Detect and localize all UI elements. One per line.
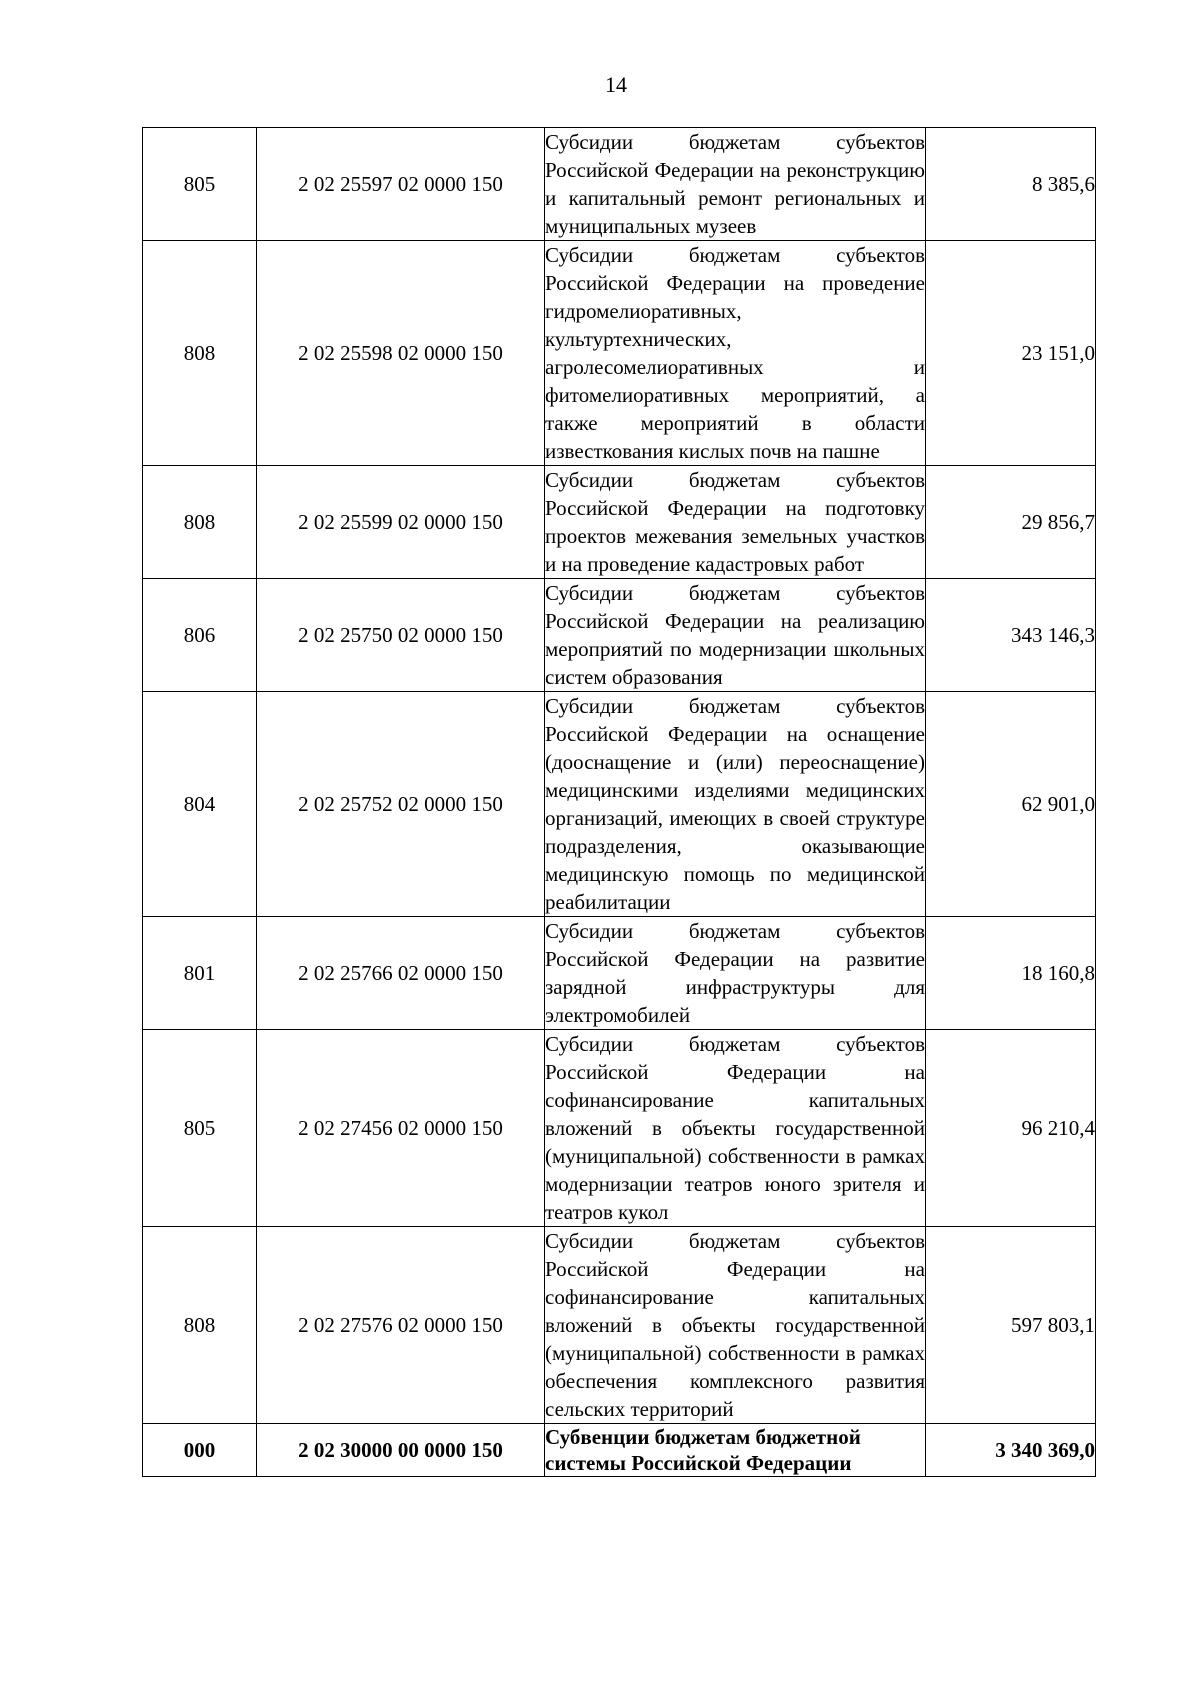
revenue-name-cell: Субсидии бюджетам субъектов Российской Федерации на подготовку проектов межевания земельных участков и на проведение кадастровых работ: [545, 466, 926, 579]
admin-code-cell: 805: [143, 128, 257, 241]
page-number: 14: [605, 72, 627, 97]
budget-code-cell: 2 02 25766 02 0000 150: [257, 917, 545, 1030]
amount-cell: 8 385,6: [926, 128, 1096, 241]
table-row: [143, 1227, 1096, 1424]
amount-cell: 343 146,3: [926, 579, 1096, 692]
amount-cell: 29 856,7: [926, 466, 1096, 579]
total-revenue-name-cell: Субвенции бюджетам бюджетной системы Российской Федерации: [545, 1424, 926, 1477]
amount-cell: 597 803,1: [926, 1227, 1096, 1424]
amount-cell: 23 151,0: [926, 241, 1096, 466]
amount-cell: 62 901,0: [926, 692, 1096, 917]
admin-code-cell: 801: [143, 917, 257, 1030]
admin-code-cell: 804: [143, 692, 257, 917]
revenue-name-cell: Субсидии бюджетам субъектов Российской Федерации на реконструкцию и капитальный ремонт региональных и муниципальных музеев: [545, 128, 926, 241]
amount-cell: 96 210,4: [926, 1030, 1096, 1227]
budget-code-cell: 2 02 27456 02 0000 150: [257, 1030, 545, 1227]
revenue-name-cell: Субсидии бюджетам субъектов Российской Федерации на реализацию мероприятий по модернизации школьных систем образования: [545, 579, 926, 692]
budget-code-cell: 2 02 25752 02 0000 150: [257, 692, 545, 917]
budget-code-cell: 2 02 25750 02 0000 150: [257, 579, 545, 692]
total-row: [143, 1424, 1096, 1477]
revenue-name-cell: Субсидии бюджетам субъектов Российской Федерации на развитие зарядной инфраструктуры для электромобилей: [545, 917, 926, 1030]
revenue-name-cell: Субсидии бюджетам субъектов Российской Федерации на оснащение (дооснащение и (или) переоснащение) медицинскими изделиями медицинских организаций, имеющих в своей структуре подразделения, оказывающие медицинскую помощь по медицинской реабилитации: [545, 692, 926, 917]
total-budget-code-cell: 2 02 30000 00 0000 150: [257, 1424, 545, 1477]
total-amount-cell: 3 340 369,0: [926, 1424, 1096, 1477]
total-admin-code-cell: 000: [143, 1424, 257, 1477]
revenue-name-cell: Субсидии бюджетам субъектов Российской Федерации на софинансирование капитальных вложений в объекты государственной (муниципальной) собственности в рамках обеспечения комплексного развития сельских территорий: [545, 1227, 926, 1424]
budget-code-cell: 2 02 25597 02 0000 150: [257, 128, 545, 241]
table-row: [143, 466, 1096, 579]
budget-revenue-table: [142, 127, 1096, 1477]
table-row: [143, 128, 1096, 241]
table-row: [143, 241, 1096, 466]
budget-code-cell: 2 02 25598 02 0000 150: [257, 241, 545, 466]
admin-code-cell: 806: [143, 579, 257, 692]
table-row: [143, 1030, 1096, 1227]
admin-code-cell: 808: [143, 1227, 257, 1424]
amount-cell: 18 160,8: [926, 917, 1096, 1030]
budget-code-cell: 2 02 27576 02 0000 150: [257, 1227, 545, 1424]
table-row: [143, 917, 1096, 1030]
revenue-name-cell: Субсидии бюджетам субъектов Российской Федерации на софинансирование капитальных вложений в объекты государственной (муниципальной) собственности в рамках модернизации театров юного зрителя и театров кукол: [545, 1030, 926, 1227]
admin-code-cell: 808: [143, 466, 257, 579]
table-row: [143, 692, 1096, 917]
revenue-name-cell: Субсидии бюджетам субъектов Российской Федерации на проведение гидромелиоративных, культуртехнических, агролесомелиоративных и фитомелиоративных мероприятий, а также мероприятий в области известкования кислых почв на пашне: [545, 241, 926, 466]
admin-code-cell: 805: [143, 1030, 257, 1227]
table-row: [143, 579, 1096, 692]
admin-code-cell: 808: [143, 241, 257, 466]
budget-code-cell: 2 02 25599 02 0000 150: [257, 466, 545, 579]
